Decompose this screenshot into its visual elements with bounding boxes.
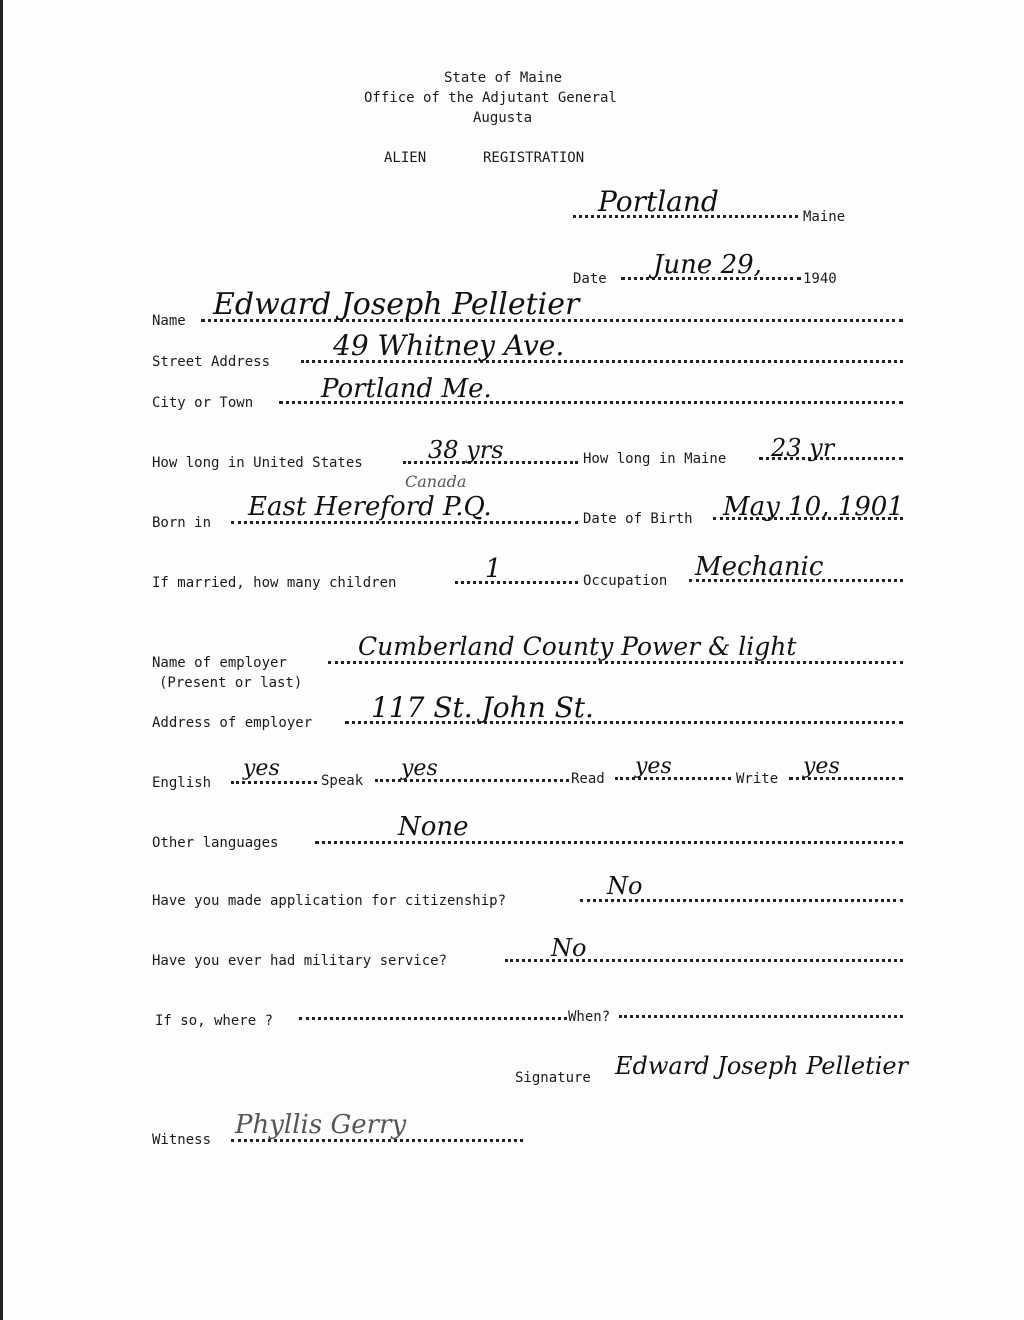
when-label: When?	[568, 1009, 611, 1025]
english-label: English	[152, 775, 212, 791]
signature-label: Signature	[515, 1070, 591, 1086]
military-label: Have you ever had military service?	[152, 953, 448, 969]
employer-address-value: 117 St. John St.	[371, 691, 594, 724]
children-dots	[455, 580, 578, 584]
occupation-value: Mechanic	[695, 552, 824, 582]
place-value: Portland	[598, 185, 719, 218]
read-dots	[615, 776, 731, 780]
where-label: If so, where ?	[155, 1013, 274, 1029]
where-dots	[299, 1016, 567, 1020]
citizenship-label: Have you made application for citizenship?	[152, 893, 507, 909]
employer-label: Name of employer	[152, 655, 287, 671]
form-title-registration: REGISTRATION	[483, 150, 585, 166]
us-years-label: How long in United States	[152, 455, 363, 471]
date-year: 1940	[803, 271, 837, 287]
born-label: Born in	[152, 515, 212, 531]
write-label: Write	[736, 771, 779, 787]
street-value: 49 Whitney Ave.	[333, 329, 565, 362]
header-city: Augusta	[473, 110, 533, 126]
witness-label: Witness	[152, 1132, 212, 1148]
city-label: City or Town	[152, 395, 254, 411]
maine-years-value: 23 yr	[771, 434, 835, 462]
citizenship-value: No	[607, 872, 643, 900]
name-value: Edward Joseph Pelletier	[213, 287, 580, 322]
write-value: yes	[803, 754, 840, 779]
speak-value: yes	[401, 756, 438, 781]
us-years-value: 38 yrs	[428, 436, 504, 464]
city-value: Portland Me.	[321, 374, 492, 404]
employer-value: Cumberland County Power & light	[358, 632, 797, 661]
witness-value: Phyllis Gerry	[235, 1110, 407, 1140]
maine-years-label: How long in Maine	[583, 451, 727, 467]
dob-label: Date of Birth	[583, 511, 693, 527]
read-value: yes	[635, 754, 672, 779]
employer-sublabel: (Present or last)	[159, 675, 303, 691]
born-value: East Hereford P.Q.	[248, 492, 492, 522]
name-label: Name	[152, 313, 186, 329]
military-value: No	[551, 934, 587, 962]
date-value: June 29,	[653, 250, 762, 280]
place-suffix: Maine	[803, 209, 846, 225]
other-languages-value: None	[398, 812, 469, 842]
header-state: State of Maine	[444, 70, 563, 86]
when-dots	[619, 1014, 903, 1018]
read-label: Read	[571, 771, 605, 787]
other-languages-label: Other languages	[152, 835, 279, 851]
street-label: Street Address	[152, 354, 271, 370]
speak-label: Speak	[321, 773, 364, 789]
date-label: Date	[573, 271, 607, 287]
children-label: If married, how many children	[152, 575, 397, 591]
employer-address-label: Address of employer	[152, 715, 313, 731]
dob-value: May 10, 1901	[723, 492, 904, 522]
english-value: yes	[243, 756, 280, 781]
occupation-label: Occupation	[583, 573, 668, 589]
form-title-alien: ALIEN	[384, 150, 427, 166]
born-note: Canada	[405, 472, 467, 491]
signature-value: Edward Joseph Pelletier	[615, 1052, 909, 1080]
header-office: Office of the Adjutant General	[364, 90, 617, 106]
children-value: 1	[485, 554, 502, 584]
